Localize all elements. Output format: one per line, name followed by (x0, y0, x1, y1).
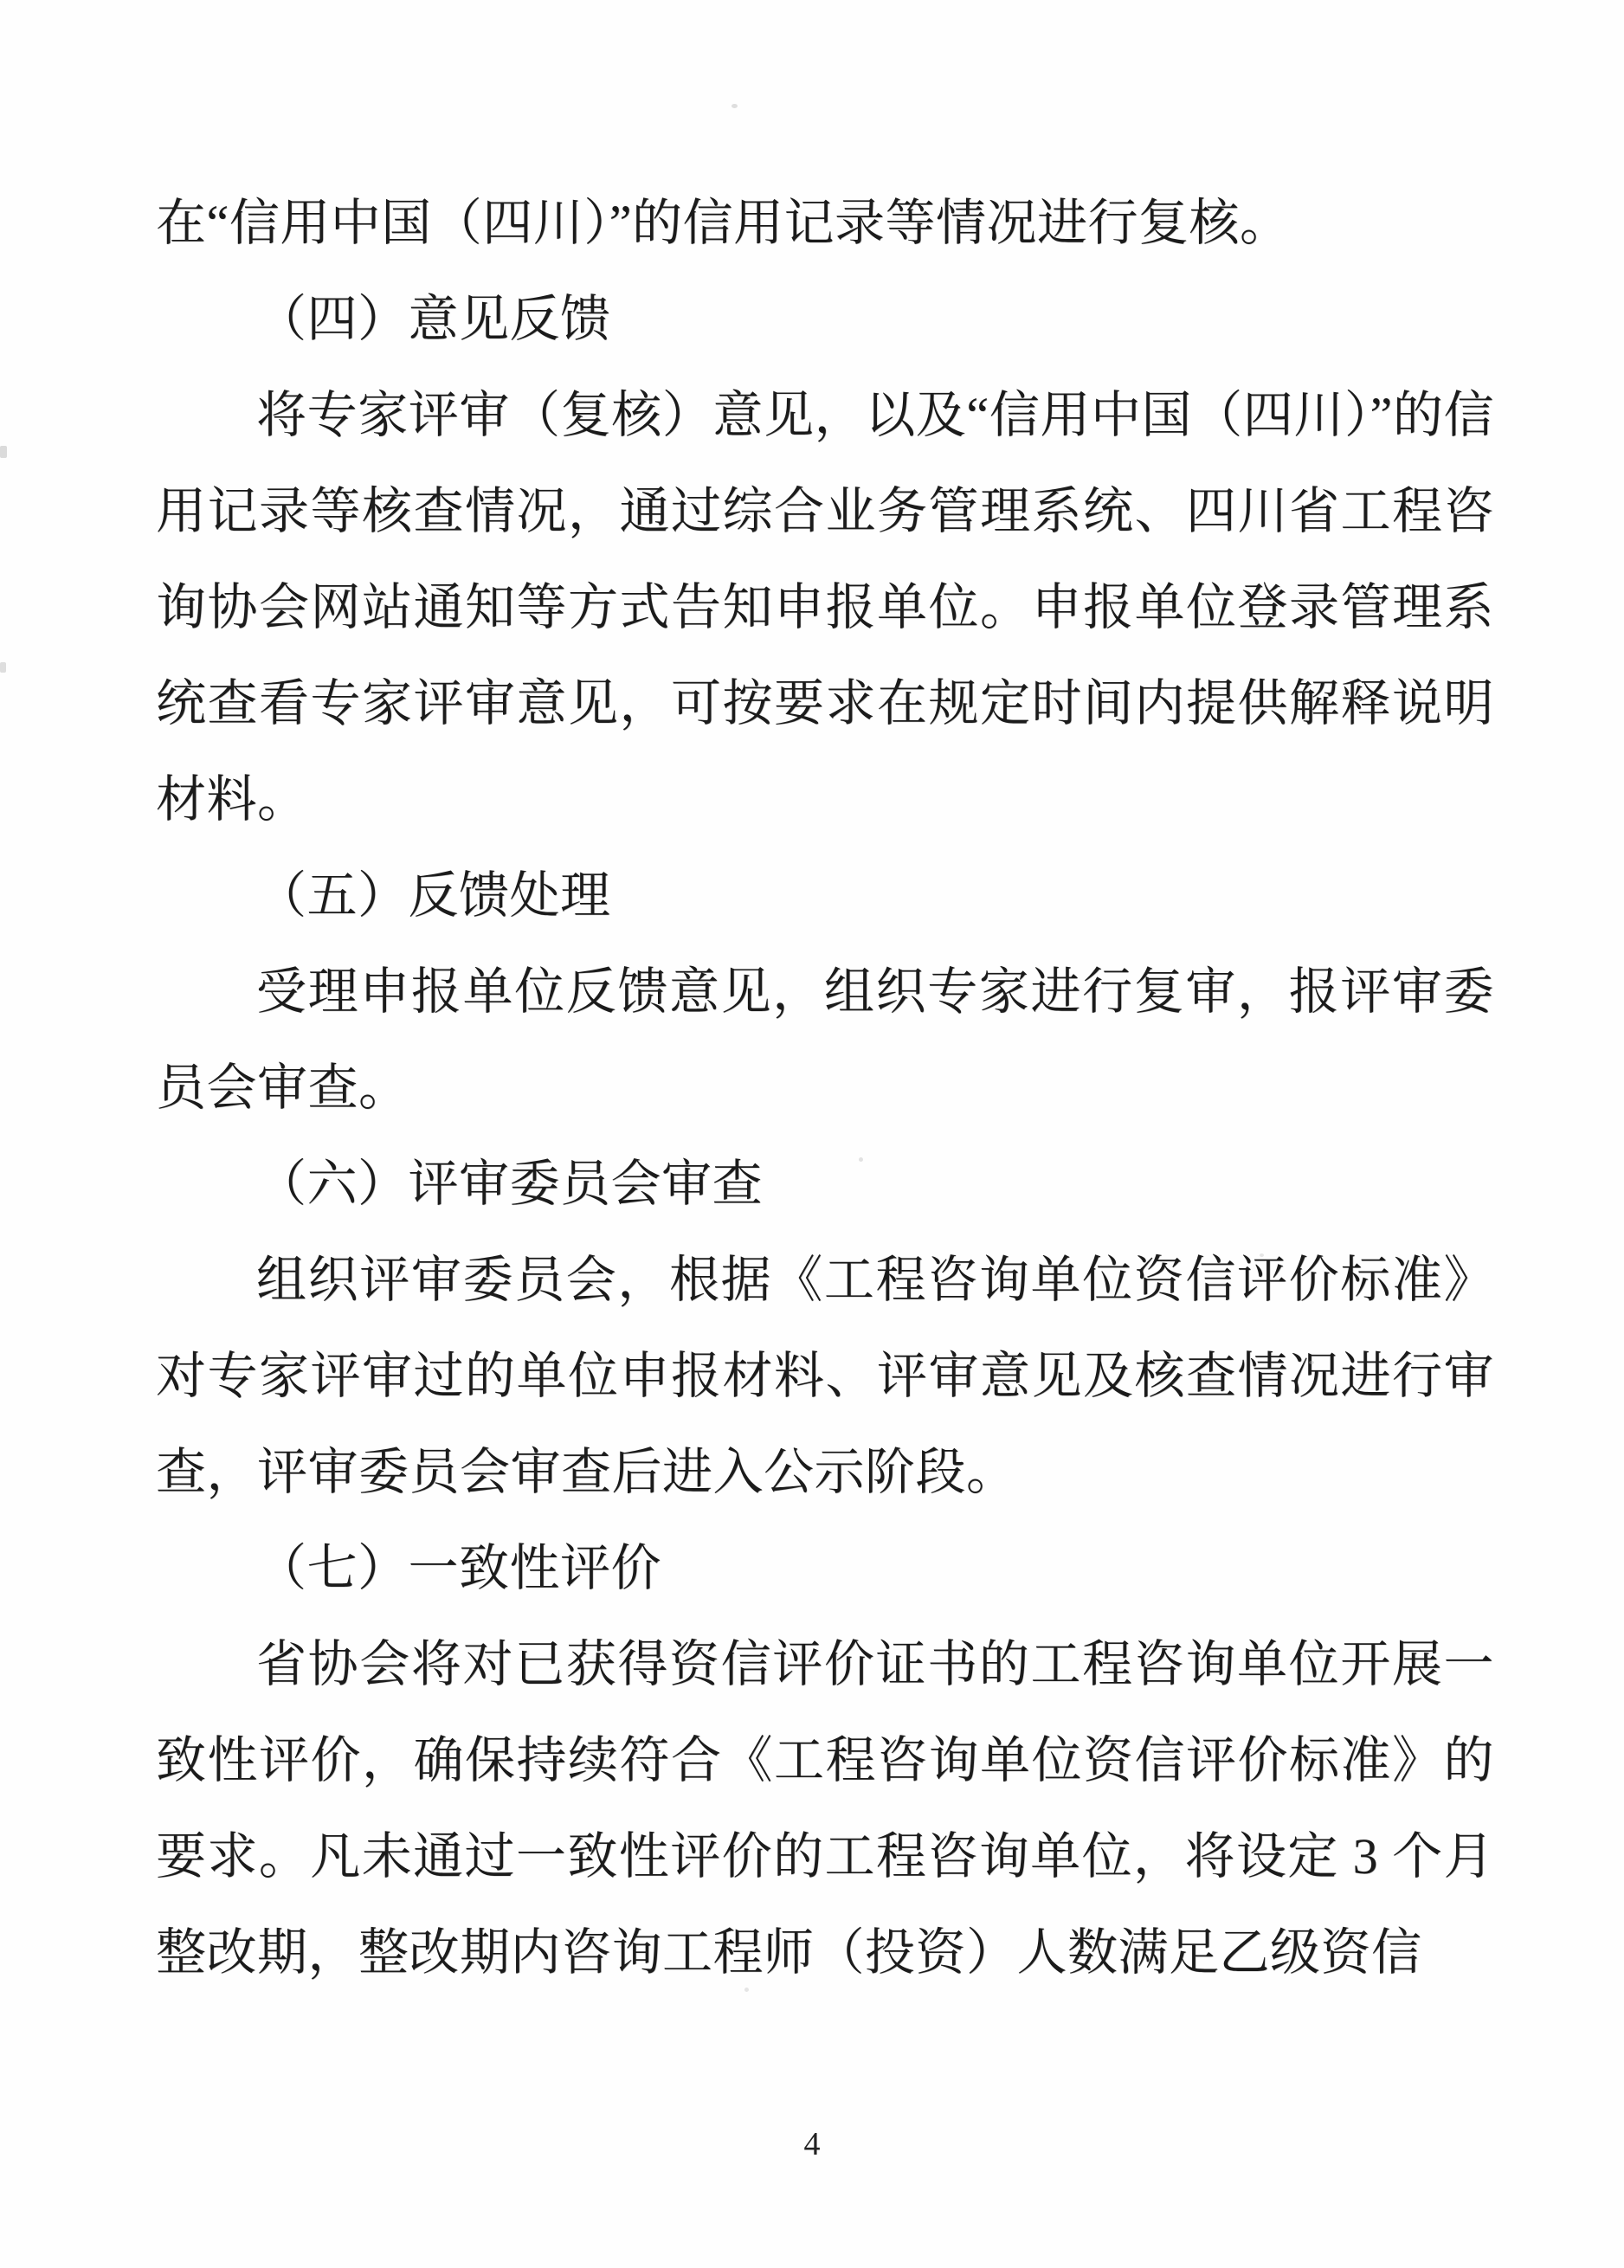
paragraph: 组织评审委员会，根据《工程咨询单位资信评价标准》对专家评审过的单位申报材料、评审意见及核查情况进行审查，评审委员会审查后进入公示阶段。 (156, 1252, 1494, 1500)
section-heading-7: （七）一致性评价 (256, 1540, 662, 1596)
section-heading-6: （六）评审委员会审查 (256, 1156, 764, 1212)
scan-artifact (0, 662, 6, 673)
paragraph: 受理申报单位反馈意见，组织专家进行复审，报评审委员会审查。 (156, 963, 1494, 1116)
section-heading-4: （四）意见反馈 (256, 291, 611, 347)
paragraph-continuation: 在“信用中国（四川）”的信用记录等情况进行复核。 (156, 195, 1291, 251)
paragraph: 省协会将对已获得资信评价证书的工程咨询单位开展一致性评价，确保持续符合《工程咨询单位资信评价标准》的要求。凡未通过一致性评价的工程咨询单位，将设定 3 个月整改期，整改期内咨询工程师（投资）人数满足乙级资信 (156, 1636, 1494, 1981)
section-heading-5: （五）反馈处理 (256, 867, 611, 924)
scan-artifact (731, 104, 738, 108)
document-text-block (156, 175, 1494, 2001)
page-number: 4 (803, 2126, 821, 2162)
scan-artifact (0, 446, 7, 458)
paragraph: 将专家评审（复核）意见，以及“信用中国（四川）”的信用记录等核查情况，通过综合业务管理系统、四川省工程咨询协会网站通知等方式告知申报单位。申报单位登录管理系统查看专家评审意见，可按要求在规定时间内提供解释说明材料。 (156, 387, 1494, 828)
